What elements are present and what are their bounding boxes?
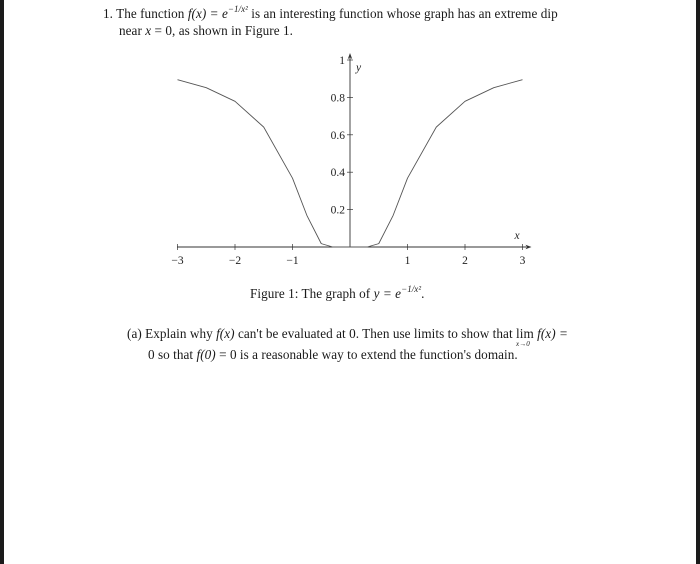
problem-number: 1. — [103, 6, 113, 21]
problem-intro: The function — [116, 6, 185, 21]
part-a-line-2 — [148, 347, 518, 363]
part-a-fx-end: f(x) = — [537, 326, 568, 341]
function-graph — [160, 50, 540, 272]
x-tick-label: −2 — [228, 255, 242, 267]
part-a-text1: Explain why — [145, 326, 213, 341]
caption-end: . — [421, 286, 425, 301]
part-a-text2: can't be evaluated at 0. Then use limits to show that — [237, 326, 513, 341]
x-axis-label: x — [514, 230, 520, 242]
caption-label: Figure 1: The graph of — [250, 286, 371, 301]
limit-word: lim — [516, 326, 534, 341]
x-tick-label: −1 — [286, 255, 299, 267]
y-tick-label: 0.6 — [330, 129, 345, 142]
x-tick-label: 1 — [404, 255, 411, 267]
function-exponent: −1/x² — [227, 4, 248, 14]
part-a-fx: f(x) — [216, 326, 235, 341]
caption-exponent: −1/x² — [401, 284, 422, 294]
x-tick-label: 3 — [519, 255, 526, 267]
x-tick-label: −3 — [171, 255, 184, 267]
problem-line1-rest: is an interesting function whose graph has an extreme dip — [251, 6, 558, 21]
figure-caption — [250, 286, 424, 302]
y-tick-label: 0.8 — [330, 92, 345, 105]
caption-math: y = e — [373, 286, 402, 301]
part-a-label: (a) — [127, 326, 142, 341]
part-a-line-1 — [127, 326, 568, 348]
problem-line-1 — [103, 6, 558, 22]
problem-line2-pre: near — [119, 23, 142, 38]
y-axis-label: y — [356, 62, 362, 74]
x-tick-label: 2 — [462, 255, 468, 267]
limit-operator — [516, 326, 534, 348]
variable-x: x — [145, 23, 152, 38]
right-page-edge — [696, 0, 700, 564]
part-a-line2-b: = 0 is a reasonable way to extend the function's domain. — [219, 347, 518, 362]
function-definition: f(x) = e — [187, 6, 228, 21]
problem-line2-eq: = 0, as shown in Figure 1. — [154, 23, 293, 38]
part-a-line2-a: 0 so that — [148, 347, 194, 362]
limit-subscript: x→0 — [516, 340, 530, 348]
y-tick-label: 0.2 — [330, 204, 345, 217]
y-tick-label: 1 — [339, 55, 345, 67]
left-page-edge — [0, 0, 4, 564]
part-a-f0: f(0) — [196, 347, 216, 362]
y-tick-label: 0.4 — [330, 167, 345, 180]
problem-line-2 — [119, 23, 293, 39]
